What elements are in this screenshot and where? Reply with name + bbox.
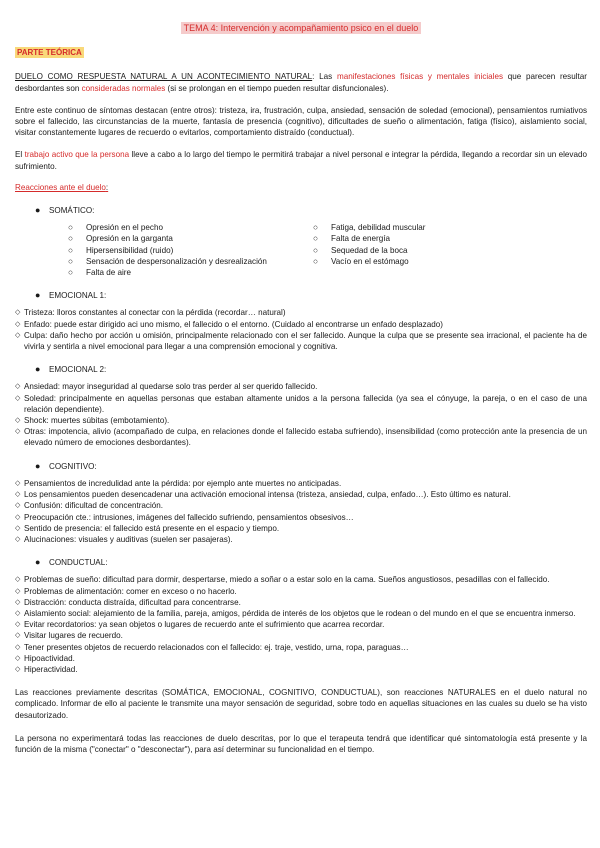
diamond-bullet-icon: ◇ — [15, 576, 21, 584]
conductual-item — [15, 642, 587, 653]
conductual-item — [15, 619, 587, 630]
reactions-heading-text: Reacciones ante el duelo — [15, 182, 106, 192]
somatico-item — [68, 233, 313, 244]
emocional1-item — [15, 319, 587, 330]
somatico-item — [313, 256, 425, 267]
diamond-bullet-icon: ◇ — [15, 479, 21, 487]
diamond-bullet-icon: ◇ — [15, 309, 21, 317]
emocional1-item-text: Enfado: puede estar dirigido aci uno mismo, el fallecido o el entorno. (Cuidado al encontrarse un enfado desplazado) — [24, 319, 443, 329]
document-page — [15, 22, 587, 755]
intro-lead: DUELO COMO RESPUESTA NATURAL A UN ACONTECIMIENTO NATURAL — [15, 72, 313, 82]
cognitivo-item — [15, 478, 587, 489]
diamond-bullet-icon: ◇ — [15, 394, 21, 402]
conductual-label: CONDUCTUAL: — [49, 558, 108, 568]
conductual-item-text: Aislamiento social: alejamiento de la familia, pareja, amigos, pérdida de interés de los objetos que le rodean o del mundo en el que se encuentra inmerso. — [24, 608, 576, 618]
conductual-item-text: Hiperactividad. — [24, 664, 78, 674]
somatico-item-text: Opresión en la garganta — [86, 234, 173, 244]
active-work-pre: El — [15, 150, 25, 160]
diamond-bullet-icon: ◇ — [15, 383, 21, 391]
conductual-item-text: Evitar recordatorios: ya sean objetos o lugares de recuerdo ante el sufrimiento que acarrea recordar. — [24, 620, 385, 630]
somatico-item-text: Sequedad de la boca — [331, 245, 408, 255]
bullet-dot-icon: ● — [35, 364, 41, 375]
diamond-bullet-icon: ◇ — [15, 665, 21, 673]
cognitivo-label: COGNITIVO: — [49, 461, 97, 471]
somatico-item — [313, 222, 425, 233]
bullet-dot-icon: ● — [35, 460, 41, 471]
somatico-item-text: Hipersensibilidad (ruido) — [86, 245, 174, 255]
emocional1-item-text: Tristeza: lloros constantes al conectar con la pérdida (recordar… natural) — [24, 308, 286, 318]
conductual-heading — [35, 557, 587, 568]
cognitivo-item — [15, 500, 587, 511]
conductual-item — [15, 664, 587, 675]
conductual-item-text: Problemas de sueño: dificultad para dormir, despertarse, miedo a soñar o a estar solo en la cama. Sueños angustiosos, pesadillas con el fallecido. — [24, 575, 550, 585]
circle-bullet-icon: ○ — [313, 234, 318, 244]
conductual-item-text: Visitar lugares de recuerdo. — [24, 631, 123, 641]
emocional2-label: EMOCIONAL 2: — [49, 365, 107, 375]
emocional2-item-text: Ansiedad: mayor inseguridad al quedarse solo tras perder al ser querido fallecido. — [24, 382, 318, 392]
somatico-heading — [35, 205, 587, 216]
cognitivo-item-text: Los pensamientos pueden desencadenar una activación emocional intensa (tristeza, ansiedad, culpa, enfado…). Esto último es natural. — [24, 490, 511, 500]
conductual-item-text: Tener presentes objetos de recuerdo relacionados con el fallecido: ej. traje, vestido, urna, ropa, paraguas… — [24, 642, 409, 652]
emocional2-heading — [35, 364, 587, 375]
symptoms-paragraph: Entre este continuo de síntomas destacan (entre otros): tristeza, ira, frustración, culpa, ansiedad, sensación de soledad (emocional), pensamientos rumiativos sobre el fallecido, las circunstancias de la muerte, fantasía de presencia (cognitivo), dificultades de sueño o alimentación, fatiga (físico), aislamiento social, visitar constantemente lugares de recuerdo o evitarlos, comportamiento distraído (conductual). — [15, 105, 587, 138]
diamond-bullet-icon: ◇ — [15, 491, 21, 499]
intro-highlight-2: consideradas normales — [81, 83, 166, 93]
somatico-item-text: Falta de energía — [331, 234, 390, 244]
cognitivo-heading — [35, 461, 587, 472]
somatico-item — [68, 267, 313, 278]
active-work-highlight: trabajo activo que la persona — [24, 150, 130, 160]
document-title: TEMA 4: Intervención y acompañamiento psico en el duelo — [181, 22, 422, 34]
emocional1-label: EMOCIONAL 1: — [49, 291, 107, 301]
conductual-item — [15, 574, 587, 585]
emocional2-item — [15, 426, 587, 448]
emocional2-item-text: Otras: impotencia, alivio (acompañado de culpa, en relaciones donde el fallecido estaba sufriendo), insensibilidad (como protección ante la presencia de un elevado número de emociones desbordantes). — [24, 427, 587, 448]
cognitivo-item — [15, 489, 587, 500]
circle-bullet-icon: ○ — [68, 245, 73, 255]
emocional1-heading — [35, 290, 587, 301]
cognitivo-item — [15, 523, 587, 534]
conductual-item — [15, 653, 587, 664]
emocional1-list — [15, 307, 587, 352]
diamond-bullet-icon: ◇ — [15, 320, 21, 328]
diamond-bullet-icon: ◇ — [15, 598, 21, 606]
conductual-item-text: Distracción: conducta distraída, dificultad para concentrarse. — [24, 597, 241, 607]
bullet-dot-icon: ● — [35, 290, 41, 301]
somatico-label: SOMÁTICO: — [49, 206, 95, 216]
somatico-item — [313, 245, 425, 256]
diamond-bullet-icon: ◇ — [15, 621, 21, 629]
somatico-item-text: Opresión en el pecho — [86, 223, 163, 233]
diamond-bullet-icon: ◇ — [15, 331, 21, 339]
conductual-item — [15, 586, 587, 597]
somatico-item — [68, 256, 313, 267]
emocional1-item — [15, 330, 587, 352]
cognitivo-item-text: Sentido de presencia: el fallecido está presente en el espacio y tiempo. — [24, 523, 280, 533]
diamond-bullet-icon: ◇ — [15, 643, 21, 651]
emocional1-item — [15, 307, 587, 318]
emocional2-item — [15, 415, 587, 426]
somatico-item-text: Sensación de despersonalización y desrealización — [86, 256, 267, 266]
conductual-item — [15, 630, 587, 641]
circle-bullet-icon: ○ — [68, 268, 73, 278]
emocional2-item-text: Soledad: principalmente en aquellas personas que estaban altamente unidos a la persona fallecida (ya sea el cónyuge, la pareja, o en el caso de una relación dependiente). — [24, 393, 587, 414]
diamond-bullet-icon: ◇ — [15, 632, 21, 640]
diamond-bullet-icon: ◇ — [15, 428, 21, 436]
closing-paragraph-1: Las reacciones previamente descritas (SOMÁTICA, EMOCIONAL, COGNITIVO, CONDUCTUAL), son reacciones NATURALES en el duelo natural no complicado. Informar de ello al paciente le transmite una mayor sensación de seguridad, sobre todo en aquellas situaciones en las cuales su duelo se ha visto desautorizado. — [15, 688, 587, 720]
emocional2-item — [15, 393, 587, 415]
cognitivo-item-text: Pensamientos de incredulidad ante la pérdida: por ejemplo ante muertes no anticipadas. — [24, 478, 342, 488]
diamond-bullet-icon: ◇ — [15, 587, 21, 595]
conductual-item-text: Hipoactividad. — [24, 653, 75, 663]
diamond-bullet-icon: ◇ — [15, 417, 21, 425]
active-work-post: lleve a cabo a lo largo del tiempo le permitirá trabajar a nivel personal e integrar la pérdida, llegando a recordar sin un elevado sufrimiento. — [15, 150, 587, 171]
intro-text-2: que parecen resultar desbordantes son — [15, 72, 587, 93]
section-label: PARTE TEÓRICA — [17, 48, 82, 58]
circle-bullet-icon: ○ — [68, 234, 73, 244]
somatico-item-text: Falta de aire — [86, 268, 131, 278]
circle-bullet-icon: ○ — [313, 245, 318, 255]
diamond-bullet-icon: ◇ — [15, 502, 21, 510]
emocional2-item-text: Shock: muertes súbitas (embotamiento). — [24, 416, 170, 426]
somatico-list — [68, 222, 587, 278]
cognitivo-list — [15, 478, 587, 545]
somatico-item — [68, 222, 313, 233]
somatico-column-b — [313, 222, 425, 278]
cognitivo-item — [15, 534, 587, 545]
emocional2-list — [15, 381, 587, 448]
circle-bullet-icon: ○ — [313, 256, 318, 266]
title-wrap — [15, 22, 587, 34]
somatico-column-a — [68, 222, 313, 278]
diamond-bullet-icon: ◇ — [15, 609, 21, 617]
diamond-bullet-icon: ◇ — [15, 535, 21, 543]
conductual-list — [15, 574, 587, 675]
diamond-bullet-icon: ◇ — [15, 524, 21, 532]
conductual-item-text: Problemas de alimentación: comer en exceso o no hacerlo. — [24, 586, 237, 596]
closing-paragraph-2: La persona no experimentará todas las reacciones de duelo descritas, por lo que el terapeuta tendrá que identificar qué sintomatología está presente y la función de la misma ("conectar" o "desconectar"), para así determinar su funcionalidad en el tiempo. — [15, 733, 587, 754]
reactions-heading — [15, 182, 587, 193]
somatico-item — [68, 245, 313, 256]
intro-paragraph — [15, 71, 587, 93]
emocional1-item-text: Culpa: daño hecho por acción u omisión, principalmente relacionado con el ser fallecido. Aunque la culpa que se presente sea irracional, el paciente ha de vivirla y sentirla a nivel emocional para llegar a una comprensión emocional y cognitiva. — [24, 330, 587, 352]
diamond-bullet-icon: ◇ — [15, 654, 21, 662]
circle-bullet-icon: ○ — [313, 223, 318, 233]
conductual-item — [15, 597, 587, 608]
intro-highlight-1: manifestaciones físicas y mentales iniciales — [336, 72, 504, 82]
diamond-bullet-icon: ◇ — [15, 513, 21, 521]
emocional2-item — [15, 381, 587, 392]
reactions-heading-colon: : — [105, 182, 109, 192]
circle-bullet-icon: ○ — [68, 256, 73, 266]
bullet-dot-icon: ● — [35, 205, 41, 216]
somatico-item — [313, 233, 425, 244]
cognitivo-item-text: Confusión: dificultad de concentración. — [24, 501, 164, 511]
somatico-item-text: Vacío en el estómago — [331, 256, 409, 266]
cognitivo-item — [15, 512, 587, 523]
active-work-paragraph — [15, 149, 587, 171]
bullet-dot-icon: ● — [35, 557, 41, 568]
cognitivo-item-text: Preocupación cte.: intrusiones, imágenes del fallecido sufriendo, pensamientos obsesivos… — [24, 512, 354, 522]
intro-text-1: : Las — [312, 72, 337, 82]
circle-bullet-icon: ○ — [68, 223, 73, 233]
cognitivo-item-text: Alucinaciones: visuales y auditivas (suelen ser pasajeras). — [24, 534, 233, 544]
conductual-item — [15, 608, 587, 619]
intro-text-3: (si se prolongan en el tiempo pueden resultar disfuncionales). — [165, 83, 389, 93]
somatico-item-text: Fatiga, debilidad muscular — [331, 223, 426, 233]
